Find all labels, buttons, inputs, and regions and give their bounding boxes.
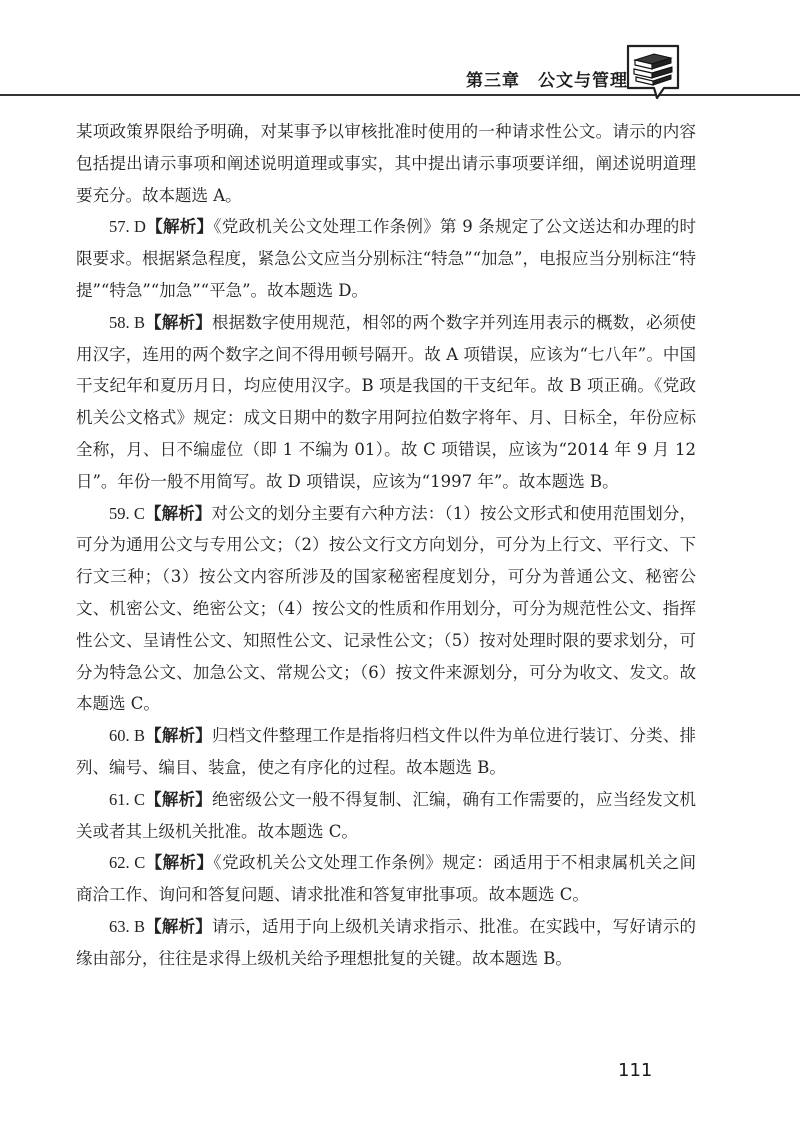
paragraph-text: 《党政机关公文处理工作条例》第 9 条规定了公文送达和办理的时限要求。根据紧急程度，紧急公文应当分别标注“特急”“加急”，电报应当分别标注“特提”“特急”“加急”“平急”。故本题选 D。 (76, 217, 697, 300)
paragraph-text: 绝密级公文一般不得复制、汇编，确有工作需要的，应当经发文机关或者其上级机关批准。故本题选 C。 (76, 789, 697, 841)
answer-number: 61. C (109, 789, 145, 809)
paragraph-text: 某项政策界限给予明确，对某事予以审核批准时使用的一种请求性公文。请示的内容包括提出请示事项和阐述说明道理或事实，其中提出请示事项要详细，阐述说明道理要充分。故本题选 A。 (76, 122, 696, 205)
analysis-tag: 【解析】 (144, 916, 212, 936)
analysis-tag: 【解析】 (144, 726, 212, 746)
answer-number: 57. D (109, 217, 146, 237)
explanation-58 (76, 307, 696, 498)
analysis-tag: 【解析】 (144, 312, 212, 332)
analysis-tag: 【解析】 (145, 853, 214, 873)
explanation-62 (76, 847, 696, 911)
answer-number: 62. C (109, 853, 146, 873)
answer-number: 60. B (109, 726, 145, 746)
chapter-title: 第三章 公文与管理 (466, 71, 628, 91)
answer-number: 59. C (109, 503, 145, 523)
answer-explanations (76, 116, 696, 975)
analysis-tag: 【解析】 (144, 789, 212, 809)
analysis-tag: 【解析】 (144, 503, 212, 523)
explanation-60 (76, 720, 696, 784)
answer-number: 58. B (109, 312, 145, 332)
answer-number: 63. B (109, 916, 145, 936)
paragraph-text: 请示，适用于向上级机关请求指示、批准。在实践中，写好请示的缘由部分，往往是求得上级机关给予理想批复的关键。故本题选 B。 (76, 916, 697, 968)
explanation-63 (76, 911, 696, 975)
paragraph-text: 归档文件整理工作是指将归档文件以件为单位进行装订、分类、排列、编号、编目、装盒，使之有序化的过程。故本题选 B。 (76, 726, 697, 777)
analysis-tag: 【解析】 (145, 217, 214, 237)
paragraph-text: 《党政机关公文处理工作条例》规定：函适用于不相隶属机关之间商洽工作、询问和答复问题、请求批准和答复审批事项。故本题选 C。 (76, 853, 697, 905)
page-header (0, 0, 800, 110)
page-number: 111 (618, 1060, 653, 1081)
paragraph-text: 对公文的划分主要有六种方法：（1）按公文形式和使用范围划分，可分为通用公文与专用公文；（2）按公文行文方向划分，可分为上行文、平行文、下行文三种；（3）按公文内容所涉及的国家秘密程度划分，可分为普通公文、秘密公文、机密公文、绝密公文；（4）按公文的性质和作用划分，可分为规范性公文、指挥性公文、呈请性公文、知照性公文、记录性公文；（5）按对处理时限的要求划分，可分为特急公文、加急公文、常规公文；（6）按文件来源划分，可分为收文、发文。故本题选 C。 (76, 503, 696, 714)
book-stack-icon (624, 42, 682, 102)
explanation-61 (76, 784, 696, 848)
explanation-59 (76, 498, 696, 721)
paragraph-continued (76, 116, 696, 211)
explanation-57 (76, 211, 696, 306)
paragraph-text: 根据数字使用规范，相邻的两个数字并列连用表示的概数，必须使用汉字，连用的两个数字之间不得用顿号隔开。故 A 项错误，应该为“七八年”。中国干支纪年和夏历月日，均应使用汉字。B 项是我国的干支纪年。故 B 项正确。《党政机关公文格式》规定：成文日期中的数字用阿拉伯数字将年、月、日标全，年份应标全称，月、日不编虚位（即 1 不编为 01）。故 C 项错误，应该为“2014 年 9 月 12 日”。年份一般不用简写。故 D 项错误，应该为“1997 年”。故本题选 B。 (76, 312, 697, 491)
